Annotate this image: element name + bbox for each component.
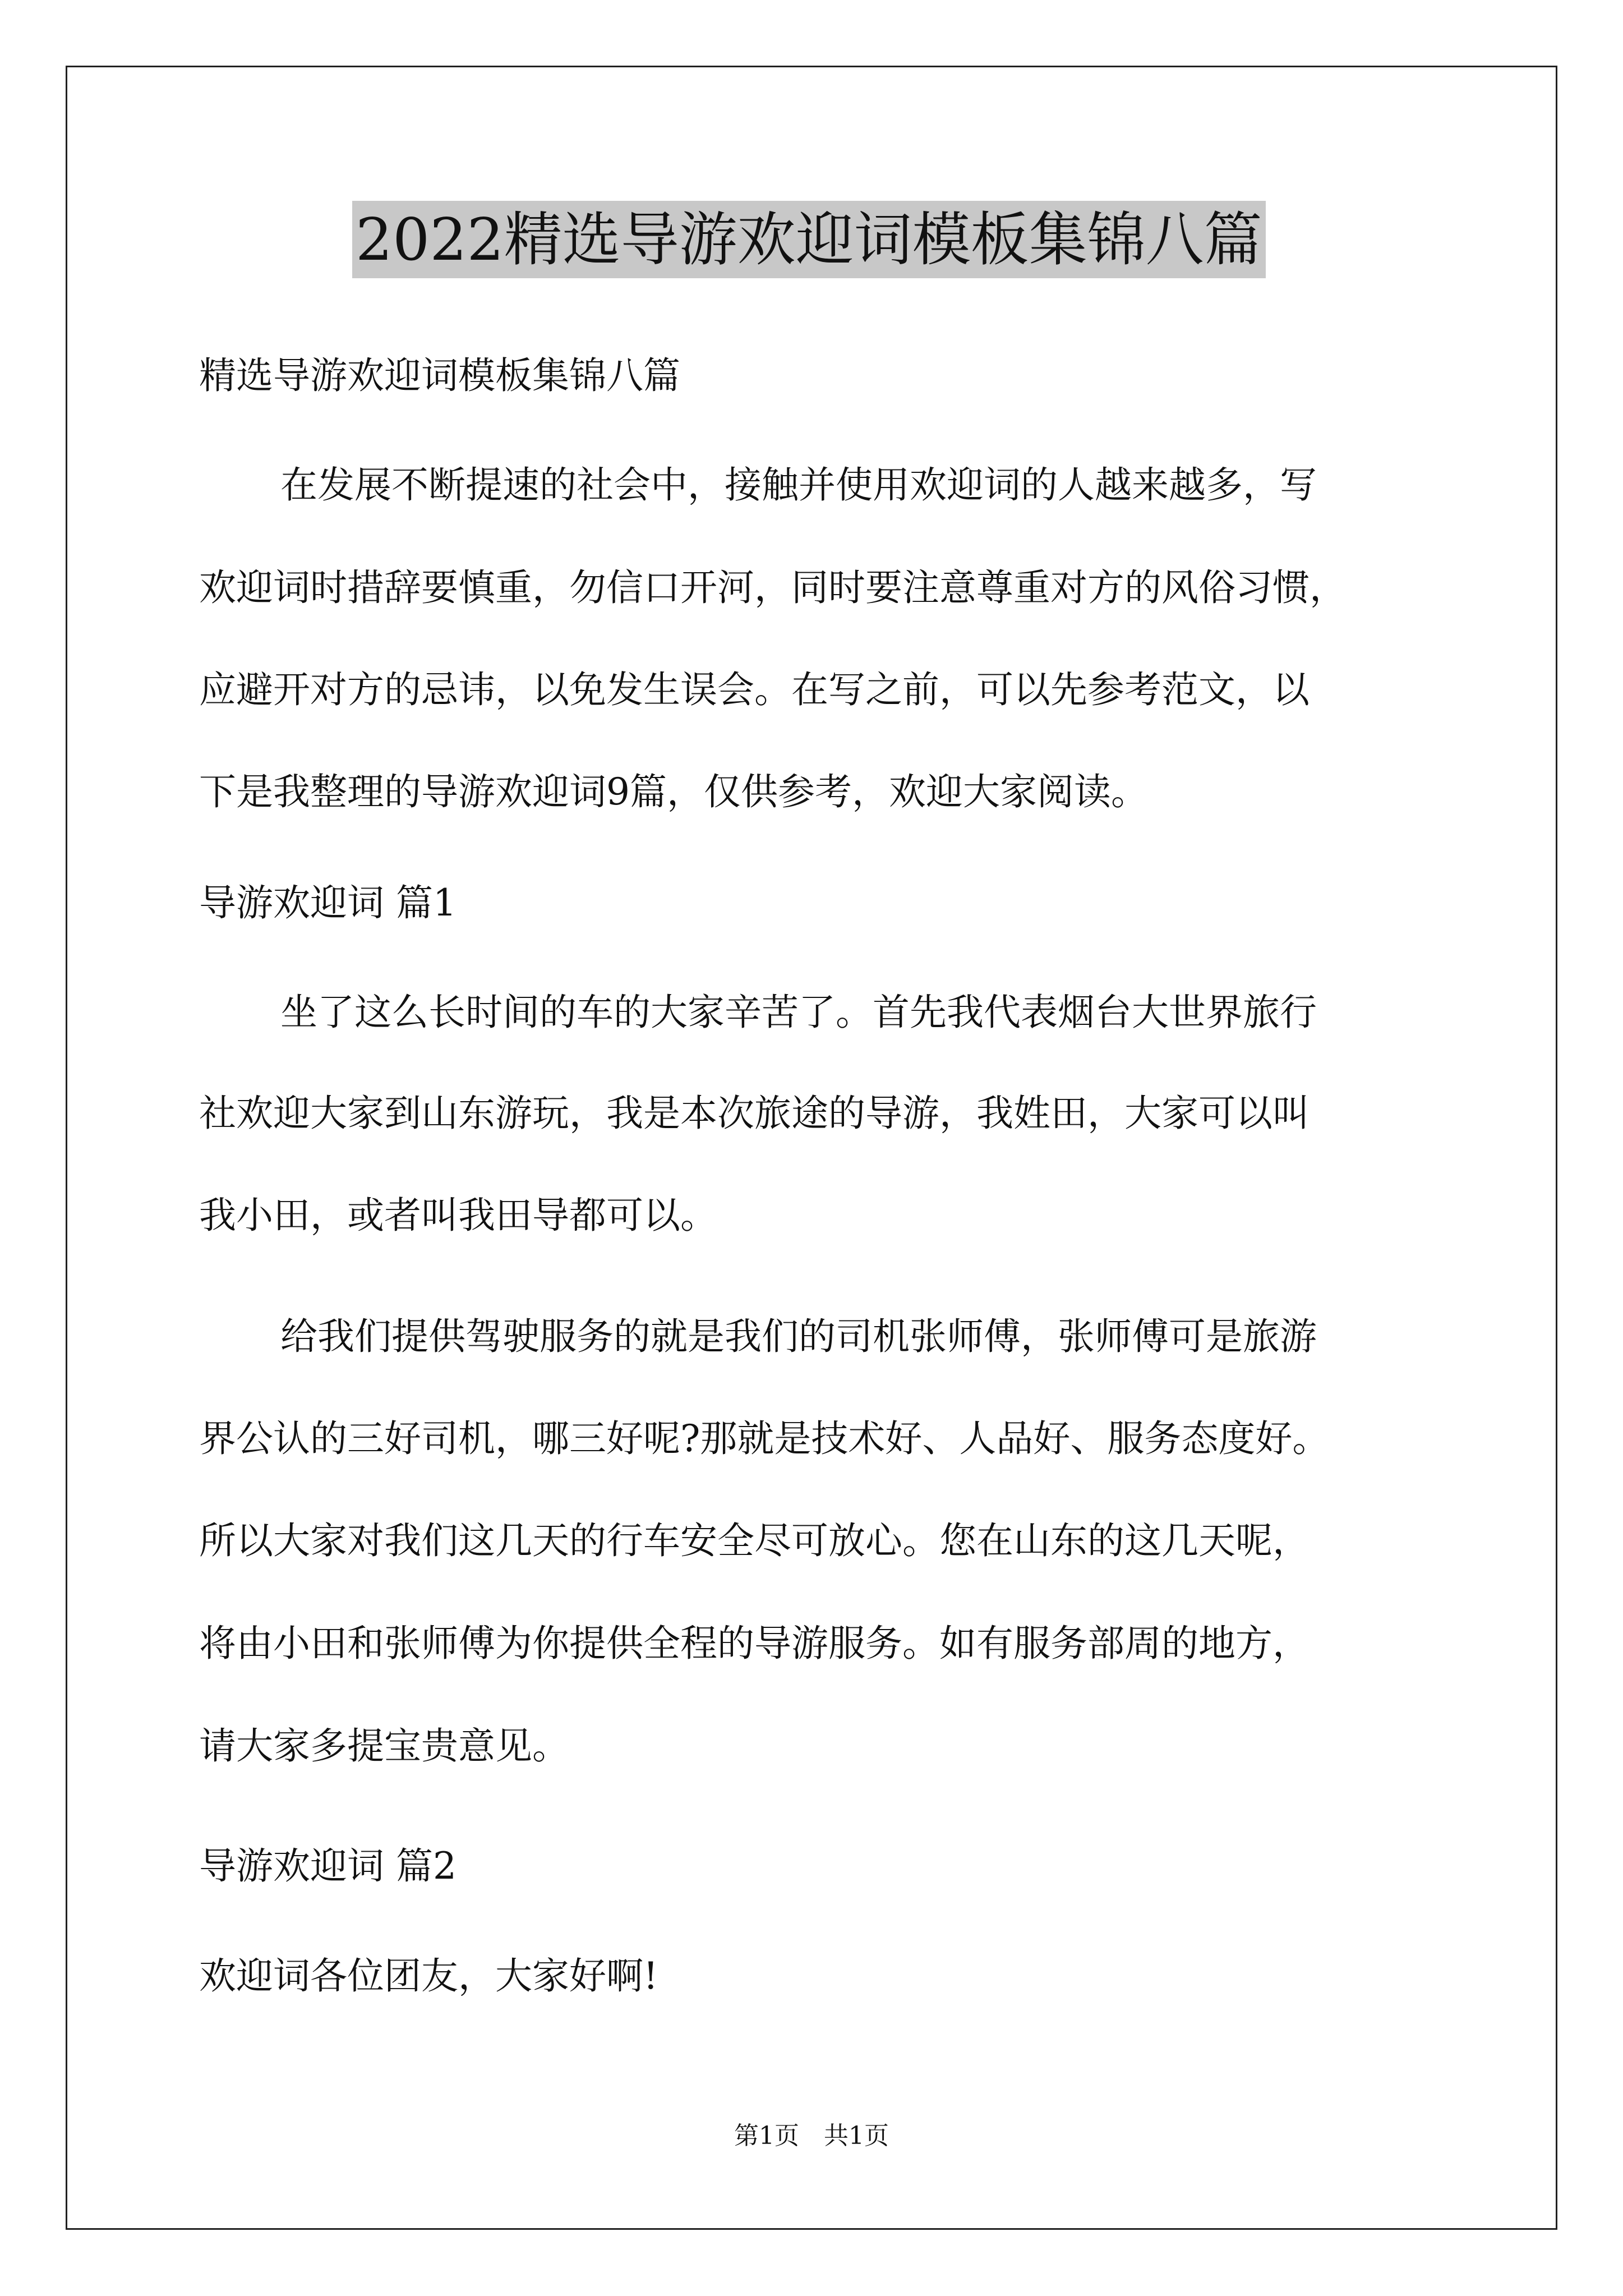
paragraph-line: 社欢迎大家到山东游玩，我是本次旅途的导游，我姓田，大家可以叫 xyxy=(199,1092,1310,1135)
paragraph-line: 给我们提供驾驶服务的就是我们的司机张师傅，张师傅可是旅游 xyxy=(280,1315,1317,1358)
paragraph-line: 将由小田和张师傅为你提供全程的导游服务。如有服务部周的地方， xyxy=(199,1622,1310,1665)
paragraph-line: 欢迎词各位团友，大家好啊! xyxy=(199,1954,658,1998)
document-subtitle: 精选导游欢迎词模板集锦八篇 xyxy=(199,354,680,397)
intro-line: 应避开对方的忌讳，以免发生误会。在写之前，可以先参考范文，以 xyxy=(199,668,1310,711)
document-title: 2022精选导游欢迎词模板集锦八篇 xyxy=(352,201,1266,278)
paragraph-line: 界公认的三好司机，哪三好呢?那就是技术好、人品好、服务态度好。 xyxy=(199,1417,1330,1460)
intro-line: 欢迎词时措辞要慎重，勿信口开河，同时要注意尊重对方的风俗习惯， xyxy=(199,566,1347,609)
paragraph-line: 所以大家对我们这几天的行车安全尽可放心。您在山东的这几天呢， xyxy=(199,1519,1310,1562)
section-heading-2: 导游欢迎词 篇2 xyxy=(199,1844,457,1888)
paragraph-line: 请大家多提宝贵意见。 xyxy=(199,1724,569,1768)
intro-line: 在发展不断提速的社会中，接触并使用欢迎词的人越来越多，写 xyxy=(280,463,1317,507)
paragraph-line: 我小田，或者叫我田导都可以。 xyxy=(199,1194,717,1237)
page-number: 第1页 共1页 xyxy=(734,2122,889,2150)
section-heading-1: 导游欢迎词 篇1 xyxy=(199,881,457,924)
paragraph-line: 坐了这么长时间的车的大家辛苦了。首先我代表烟台大世界旅行 xyxy=(280,991,1317,1034)
intro-line: 下是我整理的导游欢迎词9篇，仅供参考，欢迎大家阅读。 xyxy=(199,770,1148,813)
